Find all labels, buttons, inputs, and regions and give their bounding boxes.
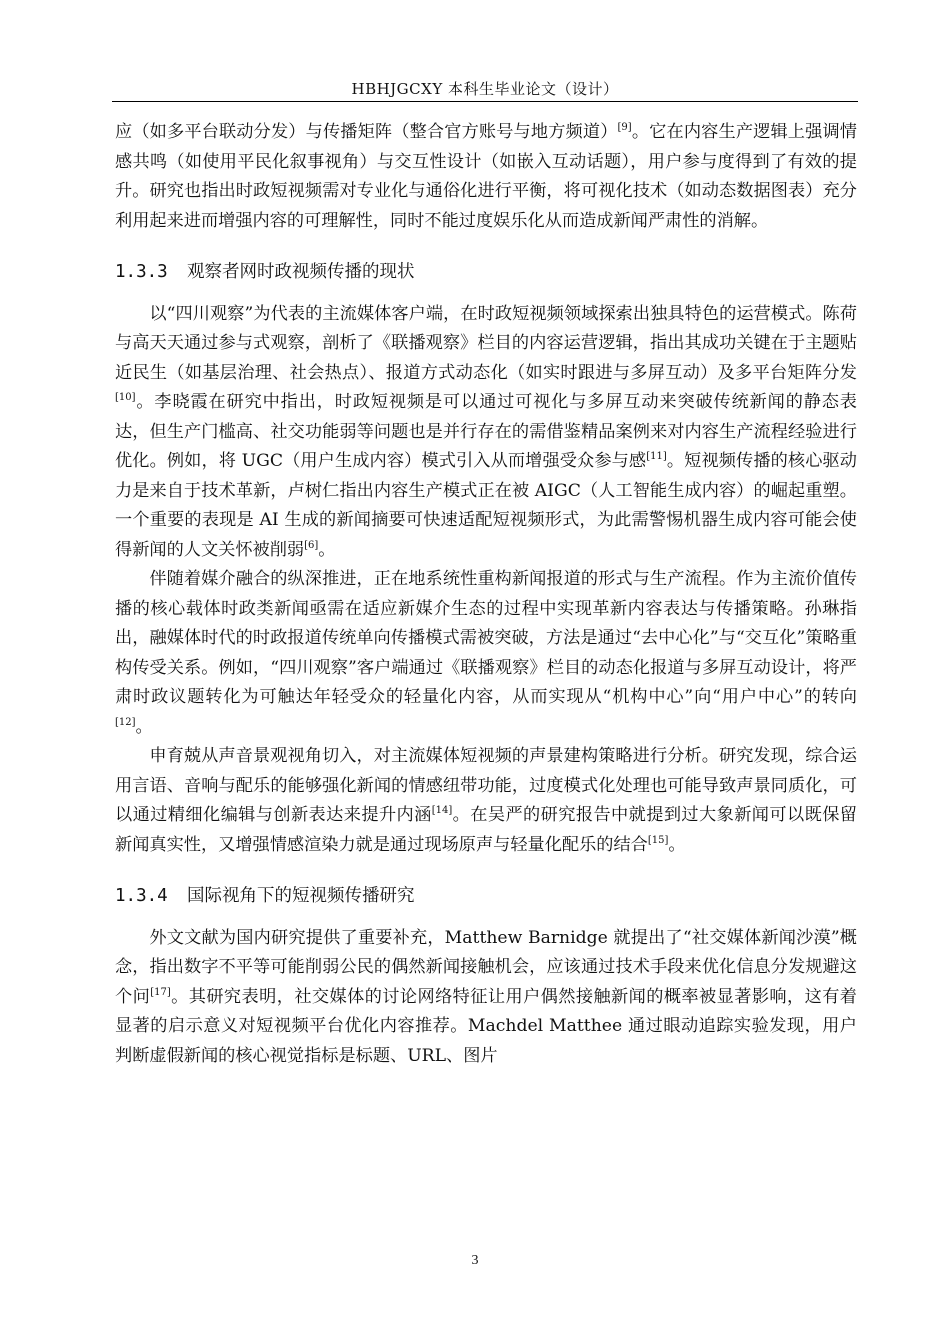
text-run: 。: [318, 539, 336, 560]
body-text: [115, 118, 857, 1071]
text-run: 以“四川观察”为代表的主流媒体客户端，在时政短视频领域探索出独具特色的运营模式。陈荷与高天天通过参与式观察，剖析了《联播观察》栏目的内容运营逻辑，指出其成功关键在于主题贴近民生（如基层治理、社会热点）、报道方式动态化（如实时跟进与多屏互动）及多平台矩阵分发: [115, 303, 857, 383]
citation-ref: [12]: [115, 716, 136, 728]
citation-ref: [17]: [150, 986, 171, 998]
running-header: HBHJGCXY 本科生毕业论文（设计）: [351, 80, 619, 98]
page-number: 3: [471, 1253, 479, 1268]
paragraph: [115, 565, 857, 742]
section-title: 观察者网时政视频传播的现状: [187, 262, 415, 282]
text-run: 。其研究表明，社交媒体的讨论网络特征让用户偶然接触新闻的概率被显著影响，这有着显著的启示意义对短视频平台优化内容推荐。Machdel Matthee 通过眼动追踪实验发现，用户判断虚假新闻的核心视觉指标是标题、URL、图片: [115, 986, 857, 1066]
section-number: 1.3.4: [115, 886, 168, 906]
section-number: 1.3.3: [115, 262, 168, 282]
paragraph: [115, 742, 857, 860]
text-run: 申育兢从声音景观视角切入，对主流媒体短视频的声景建构策略进行分析。研究发现，综合运用言语、音响与配乐的能够强化新闻的情感纽带功能，过度模式化处理也可能导致声景同质化，可以通过精细化编辑与创新表达来提升内涵: [115, 746, 857, 825]
text-run: 伴随着媒介融合的纵深推进，正在地系统性重构新闻报道的形式与生产流程。作为主流价值传播的核心载体时政类新闻亟需在适应新媒介生态的过程中实现革新内容表达与传播策略。孙琳指出，融媒体时代的时政报道传统单向传播模式需被突破，方法是通过“去中心化”与“交互化”策略重构传受关系。例如，“四川观察”客户端通过《联播观察》栏目的动态化报道与多屏互动设计，将严肃时政议题转化为可触达年轻受众的轻量化内容，从而实现从“机构中心”向“用户中心”的转向: [115, 569, 857, 707]
text-run: 应（如多平台联动分发）与传播矩阵（整合官方账号与地方频道）: [115, 122, 618, 142]
citation-ref: [11]: [646, 451, 667, 462]
citation-ref: [15]: [647, 834, 669, 846]
text-run: 。在吴严的研究报告中就提到过大象新闻可以既保留新闻真实性，又增强情感渲染力就是通过现场原声与轻量化配乐的结合: [115, 805, 857, 855]
section-title: 国际视角下的短视频传播研究: [187, 886, 415, 906]
citation-ref: [10]: [115, 392, 136, 403]
text-run: 。: [668, 834, 686, 855]
text-run: 外文文献为国内研究提供了重要补充，Matthew Barnidge 就提出了“社交媒体新闻沙漠”概念，指出数字不平等可能削弱公民的偶然新闻接触机会，应该通过技术手段来优化信息分发规避这个问: [115, 927, 857, 1007]
header-divider: [112, 101, 858, 102]
paragraph: [115, 924, 857, 1072]
section-heading-1-3-4: [115, 882, 857, 912]
citation-ref: [14]: [431, 805, 453, 816]
text-run: 。: [135, 716, 153, 737]
citation-ref: [9]: [617, 122, 632, 133]
text-run: 。短视频传播的核心驱动力是来自于技术革新，卢树仁指出内容生产模式正在被 AIGC（人工智能生成内容）的崛起重塑。一个重要的表现是 AI 生成的新闻摘要可快速适配短视频形式，为此需警惕机器生成内容可能会使得新闻的人文关怀被削弱: [115, 451, 857, 560]
text-run: 。它在内容生产逻辑上强调情感共鸣（如使用平民化叙事视角）与交互性设计（如嵌入互动话题），用户参与度得到了有效的提升。研究也指出时政短视频需对专业化与通俗化进行平衡，将可视化技术（如动态数据图表）充分利用起来进而增强内容的可理解性，同时不能过度娱乐化从而造成新闻严肃性的消解。: [115, 122, 857, 231]
citation-ref: [6]: [304, 539, 319, 551]
paragraph-continued: [115, 118, 857, 236]
text-run: 。李晓霞在研究中指出，时政短视频是可以通过可视化与多屏互动来突破传统新闻的静态表达，但生产门槛高、社交功能弱等问题也是并行存在的需借鉴精品案例来对内容生产流程经验进行优化。例如，将 UGC（用户生成内容）模式引入从而增强受众参与感: [115, 392, 857, 471]
section-heading-1-3-3: [115, 258, 857, 288]
paragraph: [115, 300, 857, 566]
